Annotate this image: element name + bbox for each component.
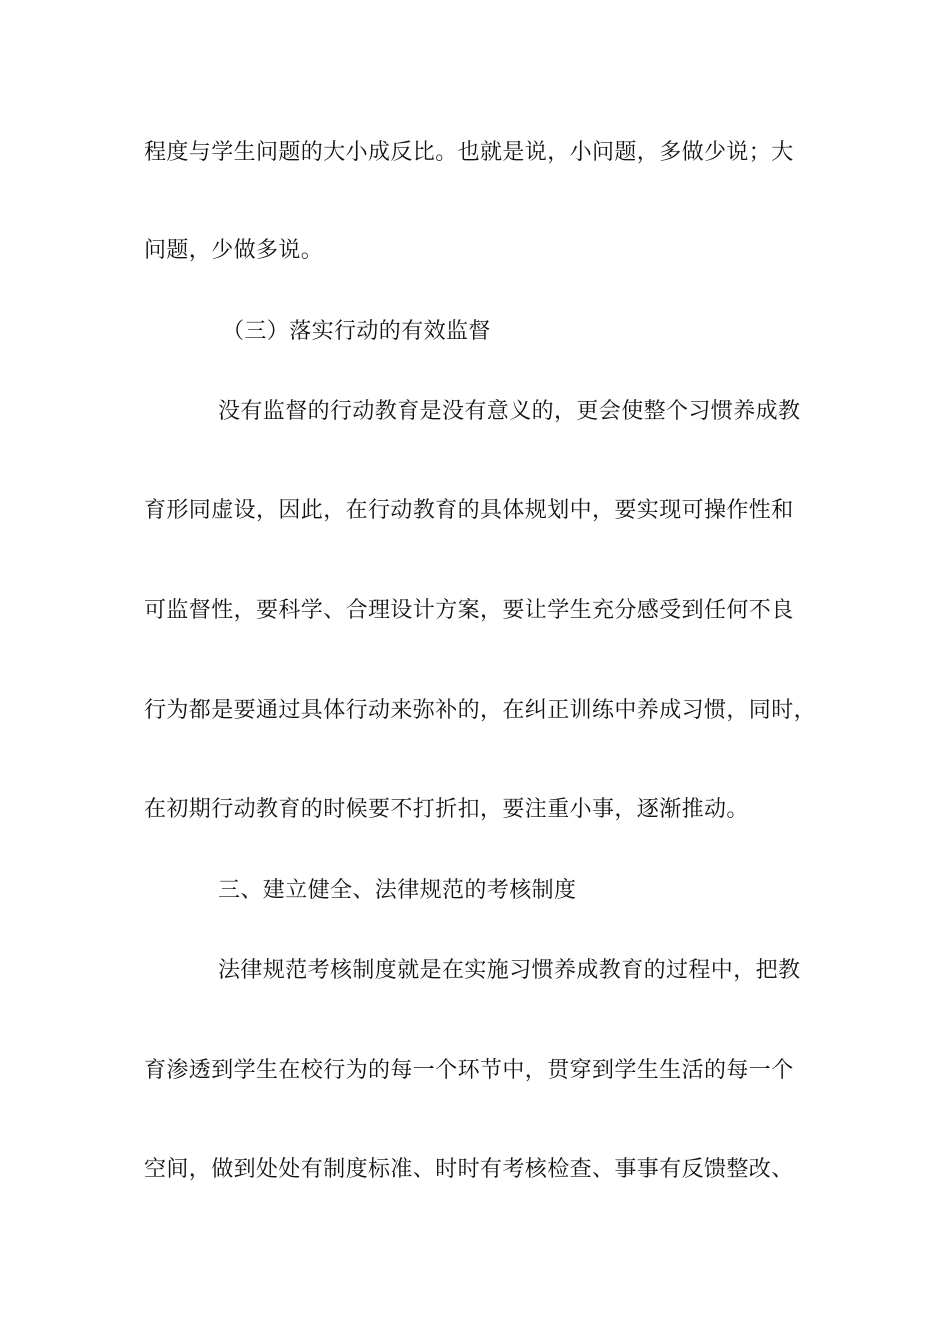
paragraph-line: 程度与学生问题的大小成反比。也就是说，小问题，多做少说；大 [144, 140, 794, 165]
paragraph-line: 空间，做到处处有制度标准、时时有考核检查、事事有反馈整改、 [144, 1157, 794, 1182]
paragraph-line: 育形同虚设，因此，在行动教育的具体规划中，要实现可操作性和 [144, 498, 794, 523]
paragraph-line: 问题，少做多说。 [144, 238, 324, 263]
paragraph-line: 在初期行动教育的时候要不打折扣，要注重小事，逐渐推动。 [144, 797, 749, 822]
section-heading: 三、建立健全、法律规范的考核制度 [218, 878, 577, 903]
paragraph-line: 没有监督的行动教育是没有意义的，更会使整个习惯养成教 [218, 399, 801, 424]
paragraph-line: 法律规范考核制度就是在实施习惯养成教育的过程中，把教 [218, 958, 801, 983]
section-heading: （三）落实行动的有效监督 [222, 319, 491, 344]
paragraph-line: 可监督性，要科学、合理设计方案，要让学生充分感受到任何不良 [144, 598, 794, 623]
paragraph-line: 育渗透到学生在校行为的每一个环节中，贯穿到学生生活的每一个 [144, 1058, 794, 1083]
paragraph-line: 行为都是要通过具体行动来弥补的，在纠正训练中养成习惯，同时， [144, 698, 817, 723]
